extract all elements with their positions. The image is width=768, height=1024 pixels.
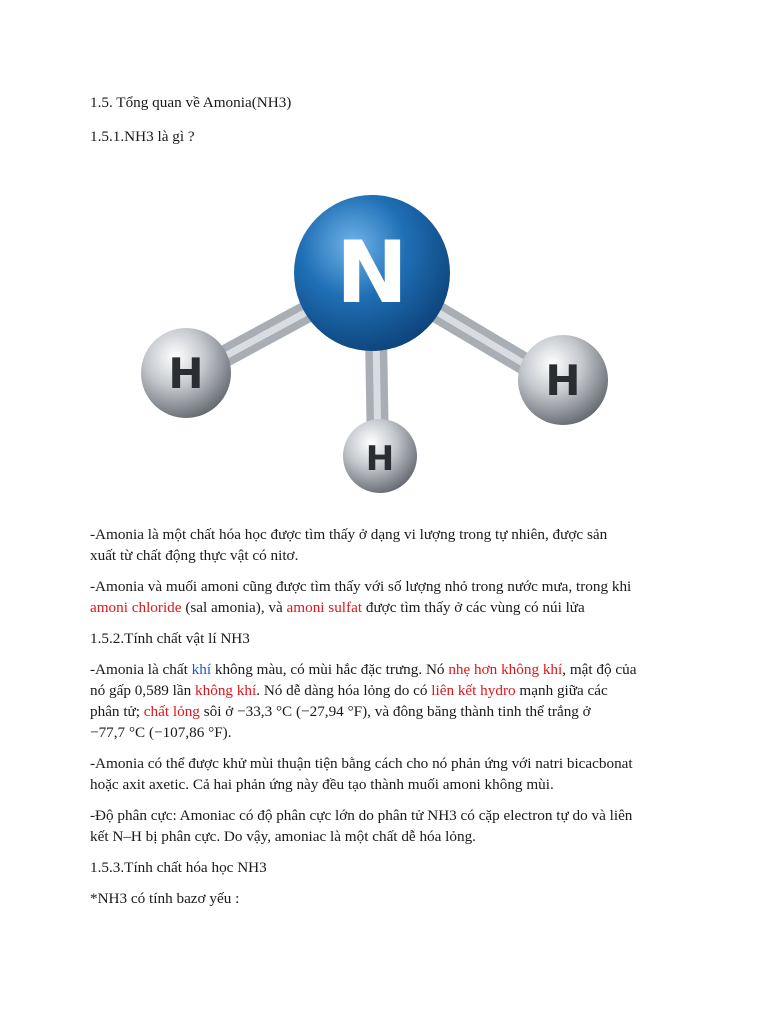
paragraph-1-line-1: -Amonia là một chất hóa học được tìm thấy ở dạng vi lượng trong tự nhiên, được sản bbox=[90, 526, 608, 543]
highlight-amoni-sulfat: amoni sulfat bbox=[286, 599, 363, 616]
text-run: được tìm thấy ở các vùng có núi lửa bbox=[362, 599, 585, 616]
paragraph-2-line-1: -Amonia và muối amoni cũng được tìm thấy với số lượng nhỏ trong nước mưa, trong khi bbox=[90, 578, 632, 595]
nh3-molecule-illustration bbox=[140, 180, 620, 510]
nitrogen-atom bbox=[294, 195, 450, 351]
text-run: . Nó dễ dàng hóa lỏng do có bbox=[256, 682, 432, 699]
paragraph-4-line-2: hoặc axit axetic. Cả hai phản ứng này đều tạo thành muối amoni không mùi. bbox=[90, 776, 554, 793]
hydrogen-right-label: H bbox=[545, 356, 581, 405]
text-run: phân tử; bbox=[90, 703, 144, 720]
hydrogen-atom-bottom bbox=[343, 419, 417, 493]
paragraph-2-line-2 bbox=[90, 599, 585, 617]
highlight-khi: khí bbox=[191, 661, 212, 678]
hydrogen-atom-right bbox=[518, 335, 608, 425]
paragraph-3-line-1 bbox=[90, 661, 636, 679]
nitrogen-label: N bbox=[336, 223, 408, 323]
section-heading-1-5: 1.5. Tổng quan về Amonia(NH3) bbox=[90, 94, 292, 111]
text-run: mạnh giữa các bbox=[515, 682, 608, 699]
paragraph-6: *NH3 có tính bazơ yếu : bbox=[90, 890, 240, 907]
paragraph-5-line-1: -Độ phân cực: Amoniac có độ phân cực lớn do phân tử NH3 có cặp electron tự do và liên bbox=[90, 807, 633, 824]
paragraph-3-line-3 bbox=[90, 703, 591, 721]
hydrogen-atom-left bbox=[141, 328, 231, 418]
hydrogen-bottom-label: H bbox=[365, 439, 395, 479]
highlight-chat-long: chất lỏng bbox=[143, 703, 200, 720]
text-run: (sal amonia), và bbox=[181, 599, 287, 616]
paragraph-5-line-2: kết N–H bị phân cực. Do vậy, amoniac là một chất dễ hóa lỏng. bbox=[90, 828, 476, 845]
text-run: không màu, có mùi hắc đặc trưng. Nó bbox=[211, 661, 449, 678]
section-heading-1-5-1: 1.5.1.NH3 là gì ? bbox=[90, 128, 195, 145]
highlight-khong-khi: không khí bbox=[195, 682, 257, 699]
section-heading-1-5-3: 1.5.3.Tính chất hóa học NH3 bbox=[90, 859, 267, 876]
highlight-lien-ket-hydro: liên kết hydro bbox=[431, 682, 516, 699]
highlight-nhe-hon-khong-khi: nhẹ hơn không khí bbox=[448, 661, 563, 678]
paragraph-1-line-2: xuất từ chất động thực vật có nitơ. bbox=[90, 547, 299, 564]
section-heading-1-5-2: 1.5.2.Tính chất vật lí NH3 bbox=[90, 630, 250, 647]
paragraph-4-line-1: -Amonia có thể được khử mùi thuận tiện bằng cách cho nó phản ứng với natri bicacbonat bbox=[90, 755, 633, 772]
paragraph-3-line-4: −77,7 °C (−107,86 °F). bbox=[90, 724, 232, 741]
paragraph-3-line-2 bbox=[90, 682, 608, 700]
hydrogen-left-label: H bbox=[168, 349, 204, 398]
highlight-amoni-chloride: amoni chloride bbox=[90, 599, 182, 616]
text-run: -Amonia là chất bbox=[90, 661, 192, 678]
text-run: sôi ở −33,3 °C (−27,94 °F), và đông băng thành tinh thể trắng ở bbox=[199, 703, 591, 720]
text-run: , mật độ của bbox=[562, 661, 637, 678]
text-run: nó gấp 0,589 lần bbox=[90, 682, 196, 699]
